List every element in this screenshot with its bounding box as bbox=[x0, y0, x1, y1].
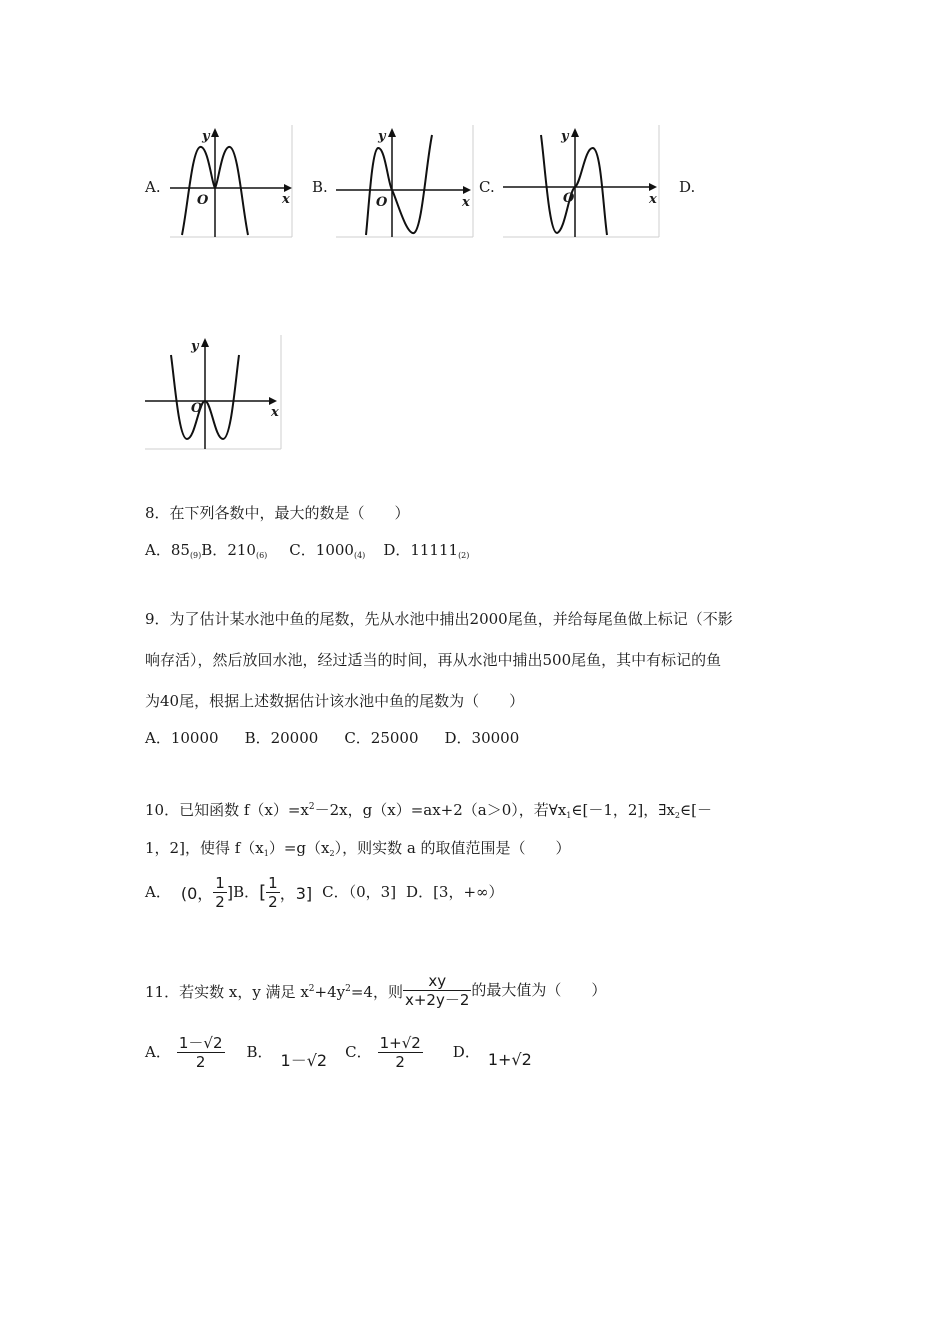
q11-option-a[interactable]: $\frac{1-√2}{2}$ bbox=[178, 1033, 223, 1071]
q7-graph-a-x-label: x bbox=[282, 192, 290, 207]
q7-graph-b-y-label: y bbox=[378, 129, 386, 144]
q11-option-c[interactable]: $\frac{1+√2}{2}$ bbox=[379, 1033, 421, 1071]
q11-option-c-label: C． bbox=[345, 1043, 372, 1061]
q11-option-d[interactable]: 1+√2 bbox=[487, 1049, 532, 1069]
q11-stem: 11．若实数 x，y 满足 $x^2+4y^2=4$，则 $\frac{xy}{x+2y-2}$ 的最大值为（ ） bbox=[145, 971, 607, 1009]
q8-stem: 8．在下列各数中，最大的数是（ ） bbox=[145, 504, 410, 522]
q8-options bbox=[145, 540, 469, 566]
q7-option-a-label: A. bbox=[145, 178, 161, 196]
q7-graph-d-y-label: y bbox=[191, 339, 199, 354]
q10-stem-line-2: 1，2]，使得 $f(x_1)=g(x_2)$，则实数 a 的取值范围是（ ） bbox=[145, 839, 571, 858]
q9-stem-line-1: 9．为了估计某水池中鱼的尾数，先从水池中捕出2000尾鱼，并给每尾鱼做上标记（不影 bbox=[145, 610, 733, 628]
q7-option-d-label: D. bbox=[679, 178, 696, 196]
q11-option-d-label: D． bbox=[452, 1043, 480, 1061]
q7-graph-c-x-label: x bbox=[649, 192, 657, 207]
q9-option-a[interactable]: A．10000 bbox=[145, 729, 219, 747]
q9-option-d[interactable]: D．30000 bbox=[444, 729, 520, 747]
q11-option-b-label: B． bbox=[246, 1043, 273, 1061]
q8-option-c[interactable]: C．$1000_{(4)}$ bbox=[289, 541, 366, 560]
q7-option-b-label: B. bbox=[312, 178, 328, 196]
q10-option-a-label: A． bbox=[145, 883, 171, 901]
q7-graph-c-origin: O bbox=[563, 191, 575, 206]
q7-option-c-label: C. bbox=[479, 178, 495, 196]
q10-option-a[interactable]: (0， $\frac{1}{2}$ ] bbox=[180, 873, 234, 911]
q7-graph-a bbox=[170, 125, 294, 239]
q7-graph-d-x-label: x bbox=[271, 405, 279, 420]
q9-option-c[interactable]: C．25000 bbox=[344, 729, 419, 747]
q8-option-a[interactable]: A．$85_{(9)}$ bbox=[145, 541, 202, 560]
q10-option-d[interactable]: D．[3，+∞） bbox=[406, 883, 504, 901]
q8-option-d[interactable]: D．$11111_{(2)}$ bbox=[383, 541, 470, 560]
q11-option-b[interactable]: 1－√2 bbox=[280, 1050, 328, 1070]
q9-stem-line-3: 为40尾，根据上述数据估计该水池中鱼的尾数为（ ） bbox=[145, 692, 525, 710]
q7-graph-b-x-label: x bbox=[462, 195, 470, 210]
q7-graph-a-origin: O bbox=[197, 193, 209, 208]
q10-option-b-label: B． bbox=[233, 883, 260, 901]
q11-option-a-label: A． bbox=[145, 1043, 171, 1061]
q9-option-b[interactable]: B．20000 bbox=[244, 729, 319, 747]
q7-graph-d-origin: O bbox=[191, 401, 203, 416]
q10-options bbox=[145, 870, 504, 914]
q9-options bbox=[145, 728, 519, 748]
q11-options bbox=[145, 1028, 532, 1076]
q11-expression-fraction: $\frac{xy}{x+2y-2}$ bbox=[404, 971, 470, 1009]
q7-graph-b-origin: O bbox=[376, 195, 388, 210]
q7-graph-a-y-label: y bbox=[202, 129, 210, 144]
q10-stem-line-1: 10．已知函数 $f(x)=x^2-2x$，g（x）=ax+2（a＞0），若$\forall x_1\in[-1$，2]，$\exists x_2\in[-$ bbox=[145, 801, 712, 820]
q9-stem-line-2: 响存活），然后放回水池，经过适当的时间，再从水池中捕出500尾鱼，其中有标记的鱼 bbox=[145, 651, 722, 669]
q10-option-b[interactable]: [ $\frac{1}{2}$ ，3] bbox=[259, 873, 313, 911]
q7-graph-c bbox=[503, 125, 661, 239]
q8-option-b[interactable]: B．$210_{(6)}$ bbox=[201, 541, 268, 560]
q7-graph-b bbox=[336, 125, 476, 239]
q7-graph-d bbox=[145, 335, 285, 451]
q10-option-c[interactable]: C．（0，3] bbox=[322, 883, 397, 901]
q7-graph-c-y-label: y bbox=[561, 129, 569, 144]
